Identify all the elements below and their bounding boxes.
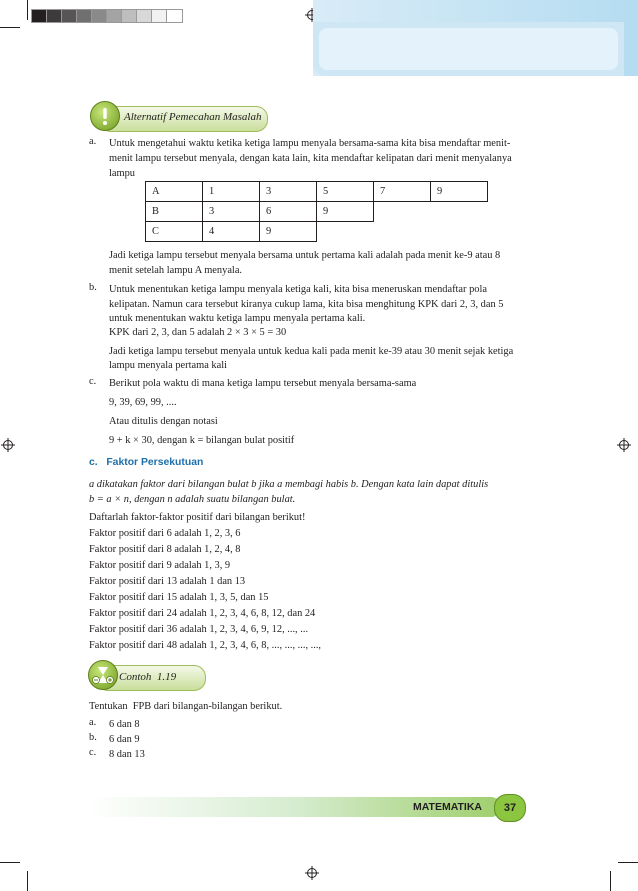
page-number: 37	[494, 794, 526, 822]
contoh-title: Contoh 1.19	[119, 671, 177, 683]
table-cell: 9	[431, 182, 488, 202]
exclamation-badge-icon	[90, 101, 120, 131]
part-a-marker: a.	[89, 136, 97, 147]
contoh-item: 6 dan 8	[109, 719, 140, 730]
table-row	[146, 182, 488, 202]
table-cell: 3	[260, 182, 317, 202]
table-cell: 3	[203, 202, 260, 222]
table-cell	[374, 202, 431, 222]
table-cell: 5	[317, 182, 374, 202]
crop-mark	[27, 0, 28, 20]
list-item: Faktor positif dari 15 adalah 1, 3, 5, dan 15	[89, 592, 269, 603]
alternatif-title: Alternatif Pemecahan Masalah	[124, 111, 262, 123]
crop-mark	[27, 871, 28, 891]
list-item: Faktor positif dari 8 adalah 1, 2, 4, 8	[89, 544, 241, 555]
crop-mark	[618, 862, 638, 863]
notation-line: 9 + k × 30, dengan k = bilangan bulat positif	[109, 435, 295, 446]
crop-mark	[0, 27, 20, 28]
registration-mark-icon	[305, 866, 319, 880]
sequence-line: 9, 39, 69, 99, ....	[109, 397, 177, 408]
faktor-definition: b = a × n, dengan n adalah suatu bilangan bulat.	[89, 494, 296, 505]
contoh-item-marker: c.	[89, 747, 97, 758]
table-cell: C	[146, 222, 203, 242]
table-cell: B	[146, 202, 203, 222]
list-item: Faktor positif dari 48 adalah 1, 2, 3, 4, 6, 8, ..., ..., ..., ...,	[89, 640, 322, 651]
notation-intro: Atau ditulis dengan notasi	[109, 416, 218, 427]
crop-mark	[0, 862, 20, 863]
contoh-item: 6 dan 9	[109, 734, 140, 745]
table-cell	[431, 202, 488, 222]
part-b-conclusion: lampu menyala pertama kali	[109, 360, 228, 371]
part-b-line: kelipatan. Namun cara tersebut kiranya cukup lama, kita bisa menghitung KPK dari 2, 3, dan 5	[109, 299, 504, 310]
table-cell: 4	[203, 222, 260, 242]
list-item: Faktor positif dari 13 adalah 1 dan 13	[89, 576, 246, 587]
table-cell: 6	[260, 202, 317, 222]
hourglass-badge-icon	[88, 660, 118, 690]
list-item: Faktor positif dari 36 adalah 1, 2, 3, 4, 6, 9, 12, ..., ...	[89, 624, 309, 635]
table-cell: 1	[203, 182, 260, 202]
lamp-table	[145, 181, 488, 242]
part-b-line: untuk menentukan waktu ketiga lampu menyala pertama kali.	[109, 313, 366, 324]
table-cell: 9	[317, 202, 374, 222]
registration-mark-icon	[617, 438, 631, 452]
gray-swatch	[166, 9, 183, 23]
table-cell	[317, 222, 374, 242]
part-b-line: Untuk menentukan ketiga lampu menyala ketiga kali, kita bisa meneruskan mendaftar pola	[109, 284, 487, 295]
table-row	[146, 202, 488, 222]
footer-subject: MATEMATIKA	[413, 801, 483, 813]
table-cell	[374, 222, 431, 242]
table-cell: 9	[260, 222, 317, 242]
faktor-list-intro: Daftarlah faktor-faktor positif dari bilangan berikut!	[89, 512, 306, 523]
registration-mark-icon	[1, 438, 15, 452]
list-item: Faktor positif dari 6 adalah 1, 2, 3, 6	[89, 528, 241, 539]
table-cell: A	[146, 182, 203, 202]
contoh-item: 8 dan 13	[109, 749, 145, 760]
part-c-marker: c.	[89, 376, 97, 387]
header-band	[313, 0, 638, 76]
part-b-marker: b.	[89, 282, 97, 293]
contoh-prompt: Tentukan FPB dari bilangan-bilangan berikut.	[89, 701, 283, 712]
list-item: Faktor positif dari 24 adalah 1, 2, 3, 4, 6, 8, 12, dan 24	[89, 608, 316, 619]
kpk-line: KPK dari 2, 3, dan 5 adalah 2 × 3 × 5 = 30	[109, 327, 287, 338]
faktor-heading: c. Faktor Persekutuan	[89, 457, 204, 468]
part-a-line: menit lampu tersebut menyala, dengan kata lain, kita mendaftar kelipatan dari menit menyalanya	[109, 153, 512, 164]
table-row	[146, 222, 488, 242]
part-c-line: Berikut pola waktu di mana ketiga lampu tersebut menyala bersama-sama	[109, 378, 417, 389]
crop-mark	[610, 871, 611, 891]
table-cell	[431, 222, 488, 242]
contoh-item-marker: b.	[89, 732, 97, 743]
part-a-conclusion: Jadi ketiga lampu tersebut menyala bersama untuk pertama kali adalah pada menit ke-9 atau 8	[109, 250, 501, 261]
part-a-conclusion: menit setelah lampu A menyala.	[109, 265, 243, 276]
faktor-definition: a dikatakan faktor dari bilangan bulat b jika a membagi habis b. Dengan kata lain dapat ditulis	[89, 479, 489, 490]
part-a-line: Untuk mengetahui waktu ketika ketiga lampu menyala bersama-sama kita bisa mendaftar menit-	[109, 138, 511, 149]
part-a-line: lampu	[109, 168, 135, 179]
contoh-item-marker: a.	[89, 717, 97, 728]
table-cell: 7	[374, 182, 431, 202]
list-item: Faktor positif dari 9 adalah 1, 3, 9	[89, 560, 231, 571]
part-b-conclusion: Jadi ketiga lampu tersebut menyala untuk kedua kali pada menit ke-39 atau 30 menit sejak ketiga	[109, 346, 514, 357]
